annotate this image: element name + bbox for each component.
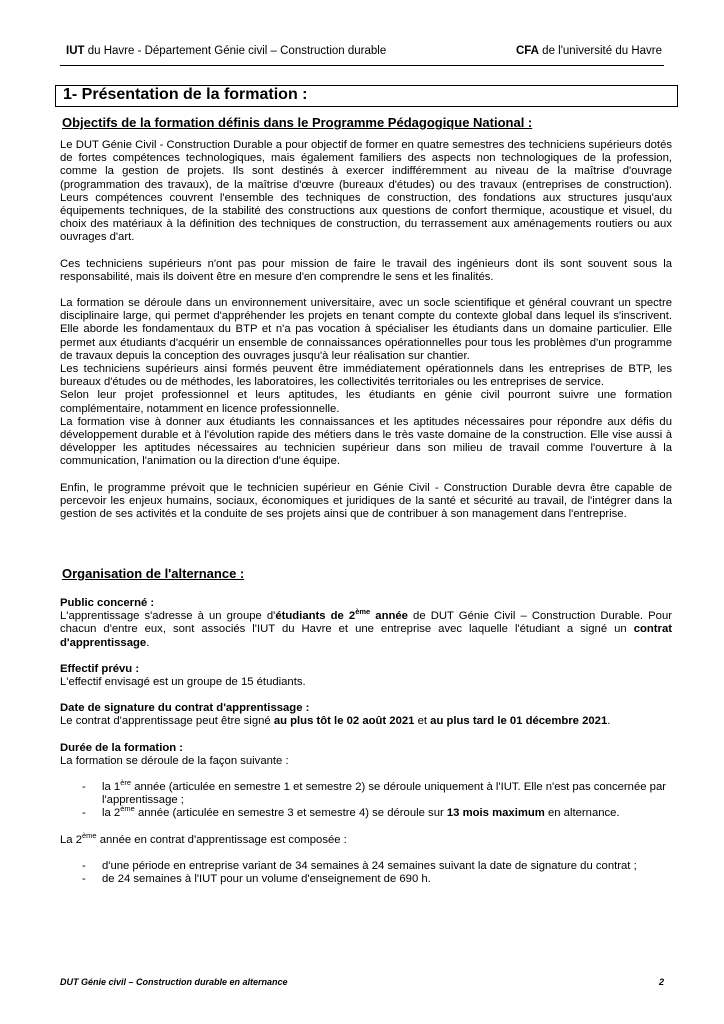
header-university: de l'université du Havre [538, 45, 662, 57]
item2-bold: 13 mois maximum [446, 807, 545, 820]
duree-list [60, 778, 672, 821]
objectifs-paragraph-3b: Les techniciens supérieurs ainsi formés peuvent être immédiatement opérationnels dans les entreprises de BTP, les bureaux d'études ou de méthodes, les laboratoires, les collectivités territoriales ou les entreprises de service. [60, 363, 672, 389]
page-number: 2 [658, 977, 664, 987]
public-bold-3: contrat d'apprentissage [60, 623, 672, 649]
item1-sup: ère [120, 778, 132, 788]
date-text-3: . [607, 715, 611, 728]
objectifs-body [60, 139, 672, 521]
public-text-3: . [146, 636, 150, 649]
public-text-2: de DUT Génie Civil – Construction Durable. Pour chacun d'entre eux, sont associés l'IUT du Havre et une entreprise avec laquelle l'étudiant a signé un [60, 610, 672, 636]
section-title-box [55, 85, 678, 107]
objectifs-paragraph-2: Ces techniciens supérieurs n'ont pas pour mission de faire le travail des ingénieurs dont ils sont souvent sous la responsabilité, mais ils doivent être en mesure d'en comprendre le sens et les finalités. [60, 257, 672, 283]
list-item [60, 778, 672, 807]
item2-text-a: la 2 [102, 807, 121, 820]
page-footer [60, 977, 664, 987]
public-text-1: L'apprentissage s'adresse à un groupe d' [60, 610, 276, 623]
item2-text-b: année (articulée en semestre 3 et semestre 4) se déroule sur [134, 807, 447, 820]
objectifs-paragraph-3d: La formation vise à donner aux étudiants les connaissances et les aptitudes nécessaires pour répondre aux défis du développement durable et à l'évolution rapide des métiers dans le très vaste domaine de la construction. Elle vise aussi à développer les aptitudes nécessaires au technicien supérieur dans son milieu de travail comme l'ouverture à la communication, l'animation ou la direction d'une équipe. [60, 415, 672, 468]
header-iut: IUT [66, 45, 85, 57]
dash-bullet: - [82, 807, 86, 820]
item1-text-b: année (articulée en semestre 1 et semestre 2) se déroule uniquement à l'IUT. Elle n'est pas concernée par l'apprentissage ; [102, 781, 666, 807]
public-text [60, 607, 672, 650]
objectifs-heading: Objectifs de la formation définis dans le Programme Pédagogique National : [62, 115, 533, 130]
date-bold-2: au plus tard le 01 décembre 2021 [430, 715, 608, 728]
organisation-heading: Organisation de l'alternance : [62, 566, 245, 581]
second-year-list [60, 860, 672, 886]
objectifs-paragraph-3c: Selon leur projet professionnel et leurs aptitudes, les étudiants en génie civil pourront suivre une formation complémentaire, notamment en licence professionnelle. [60, 389, 672, 415]
section-title: 1- Présentation de la formation : [63, 86, 308, 103]
item4-text: de 24 semaines à l'IUT pour un volume d'enseignement de 690 h. [102, 873, 431, 886]
header-right [516, 45, 662, 57]
public-bold-2: année [370, 610, 408, 623]
effectif-text: L'effectif envisagé est un groupe de 15 étudiants. [60, 676, 306, 689]
organisation-body [60, 597, 672, 886]
footer-title: DUT Génie civil – Construction durable en alternance [60, 977, 288, 987]
item2-sup: ème [120, 804, 135, 814]
second-year-intro [60, 830, 672, 847]
item1-text-a: la 1 [102, 781, 121, 794]
dash-bullet: - [82, 781, 86, 794]
public-label: Public concerné : [60, 597, 155, 609]
objectifs-paragraph-3a: La formation se déroule dans un environnement universitaire, avec un socle scientifique et général couvrant un spectre disciplinaire large, qui permet d'appréhender les projets en tenant compte du contexte global dans lequel ils s'inscrivent. Elle aborde les fondamentaux du BTP et n'a pas vocation à spécialiser les étudiants dans un domaine particulier. Elle permet aux étudiants d'acquérir un ensemble de connaissances opérationnelles pour tous les problèmes d'un programme de travaux depuis la conception des ouvrages jusqu'à leur réalisation sur chantier. [60, 297, 672, 362]
date-label: Date de signature du contrat d'apprentissage : [60, 702, 310, 715]
date-bold-1: au plus tôt le 02 août 2021 [273, 715, 415, 728]
second-sup: ème [82, 830, 97, 840]
header-left [66, 45, 386, 57]
date-text-1: Le contrat d'apprentissage peut être signé [60, 715, 274, 728]
second-text-b: année en contrat d'apprentissage est composée : [96, 833, 347, 846]
objectifs-paragraph-1: Le DUT Génie Civil - Construction Durable a pour objectif de former en quatre semestres des techniciens supérieurs dotés de fortes compétences technologiques, mais également familiers des aspects non technologiques de la profession, comme la gestion de projets. Ils sont destinés à exercer indifféremment au niveau de la maîtrise d'ouvrage (programmation des travaux), de la maîtrise d'œuvre (bureaux d'études) ou des travaux (entreprises de construction). Leurs compétences couvrent l'ensemble des techniques de construction, des fondations aux structures jusqu'aux équipements techniques, de la stabilité des constructions aux questions de confort thermique, acoustique et visuel, du choix des matériaux à la définition des techniques de construction, du terrassement aux aménagements routiers ou aux ouvrages d'art. [60, 139, 673, 244]
effectif-label: Effectif prévu : [60, 662, 140, 675]
dash-bullet: - [82, 859, 86, 872]
second-text-a: La 2 [60, 833, 82, 846]
header-department: du Havre - Département Génie civil – Construction durable [84, 45, 387, 57]
page-header [60, 43, 664, 66]
date-text-2: et [414, 715, 431, 728]
list-item [60, 873, 672, 886]
duree-label: Durée de la formation : [60, 741, 184, 754]
item2-text-c: en alternance. [544, 807, 620, 820]
header-cfa: CFA [515, 45, 539, 57]
list-item [60, 860, 672, 873]
date-text [60, 715, 672, 728]
list-item [60, 804, 672, 820]
public-bold-1: étudiants de 2 [275, 610, 356, 623]
public-sup: ème [355, 607, 371, 617]
dash-bullet: - [82, 873, 86, 886]
duree-intro: La formation se déroule de la façon suivante : [60, 754, 289, 767]
item3-text: d'une période en entreprise variant de 34 semaines à 24 semaines suivant la date de signature du contrat ; [102, 859, 637, 872]
objectifs-paragraph-4: Enfin, le programme prévoit que le technicien supérieur en Génie Civil - Construction Durable devra être capable de percevoir les enjeux humains, sociaux, économiques et juridiques de la santé et sécurité au travail, de l'intégrer dans la gestion de ses activités et la conduite de ses projets ainsi que de contribuer à son management dans l'entreprise. [60, 481, 672, 521]
